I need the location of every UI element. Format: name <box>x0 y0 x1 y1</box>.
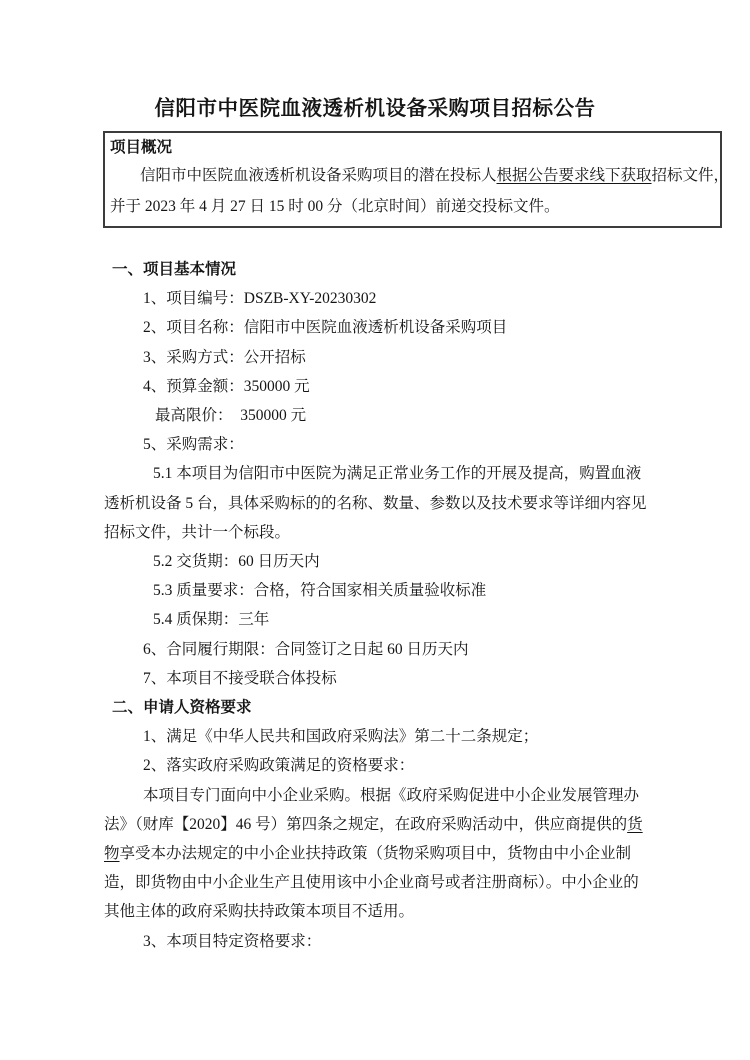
no-consortium-line: 7、本项目不接受联合体投标 <box>143 669 337 687</box>
project-name-line: 2、项目名称：信阳市中医院血液透析机设备采购项目 <box>143 319 508 337</box>
overview-line1-text-post: 招标文件， <box>651 167 730 184</box>
max-price-line: 最高限价： 350000 元 <box>155 407 307 425</box>
overview-line-1 <box>110 160 730 191</box>
procurement-method-line: 3、采购方式：公开招标 <box>143 348 306 366</box>
page-title: 信阳市中医院血液透析机设备采购项目招标公告 <box>154 98 596 120</box>
project-number-line: 1、项目编号：DSZB-XY-20230302 <box>143 290 377 308</box>
budget-amount-line: 4、预算金额：350000 元 <box>143 377 310 395</box>
sme-policy-line3-text: 享受本办法规定的中小企业扶持政策（货物采购项目中，货物由中小企业制 <box>119 845 632 863</box>
sme-policy-line3-underlined-text: 物 <box>104 845 120 863</box>
demand-5-1-line-1: 5.1 本项目为信阳市中医院为满足正常业务工作的开展及提高，购置血液 <box>153 465 642 483</box>
overview-heading: 项目概况 <box>110 139 173 156</box>
sme-policy-line2-text: 法》（财库【2020】46 号）第四条之规定，在政府采购活动中，供应商提供的 <box>104 815 628 833</box>
overview-line1-text-pre: 信阳市中医院血液透析机设备采购项目的潜在投标人 <box>140 167 497 184</box>
procurement-demand-line: 5、采购需求： <box>143 436 244 454</box>
contract-period-line: 6、合同履行期限：合同签订之日起 60 日历天内 <box>143 640 469 658</box>
demand-5-1-line-2: 透析机设备 5 台，具体采购标的的名称、数量、参数以及技术要求等详细内容见 <box>104 494 647 512</box>
sme-policy-line-2 <box>104 810 643 839</box>
section-2-heading: 二、申请人资格要求 <box>112 699 252 717</box>
qualification-item-2: 2、落实政府采购政策满足的资格要求： <box>143 757 415 775</box>
sme-policy-line-3 <box>104 839 640 868</box>
sme-policy-line-4: 造，即货物由中小企业生产且使用该中小企业商号或者注册商标）。中小企业的 <box>104 874 639 892</box>
qualification-item-3: 3、本项目特定资格要求： <box>143 932 322 950</box>
overview-line1-underlined-text: 根据公告要求线下获取 <box>496 167 652 184</box>
section-1-heading: 一、项目基本情况 <box>112 261 237 278</box>
delivery-period-line: 5.2 交货期：60 日历天内 <box>153 553 320 571</box>
demand-5-1-line-3: 招标文件，共计一个标段。 <box>104 523 291 541</box>
sme-policy-line-1: 本项目专门面向中小企业采购。根据《政府采购促进中小企业发展管理办 <box>143 786 640 804</box>
project-overview-box <box>103 131 730 228</box>
warranty-period-line: 5.4 质保期：三年 <box>153 611 270 629</box>
sme-policy-line-5: 其他主体的政府采购扶持政策本项目不适用。 <box>104 903 415 921</box>
quality-requirement-line: 5.3 质量要求：合格，符合国家相关质量验收标准 <box>153 582 487 600</box>
document-body <box>104 255 647 956</box>
overview-line-2: 并于 2023 年 4 月 27 日 15 时 00 分（北京时间）前递交投标文件。 <box>110 198 560 215</box>
sme-policy-line2-underlined-text: 货 <box>627 815 643 833</box>
qualification-item-1: 1、满足《中华人民共和国政府采购法》第二十二条规定； <box>143 728 539 746</box>
